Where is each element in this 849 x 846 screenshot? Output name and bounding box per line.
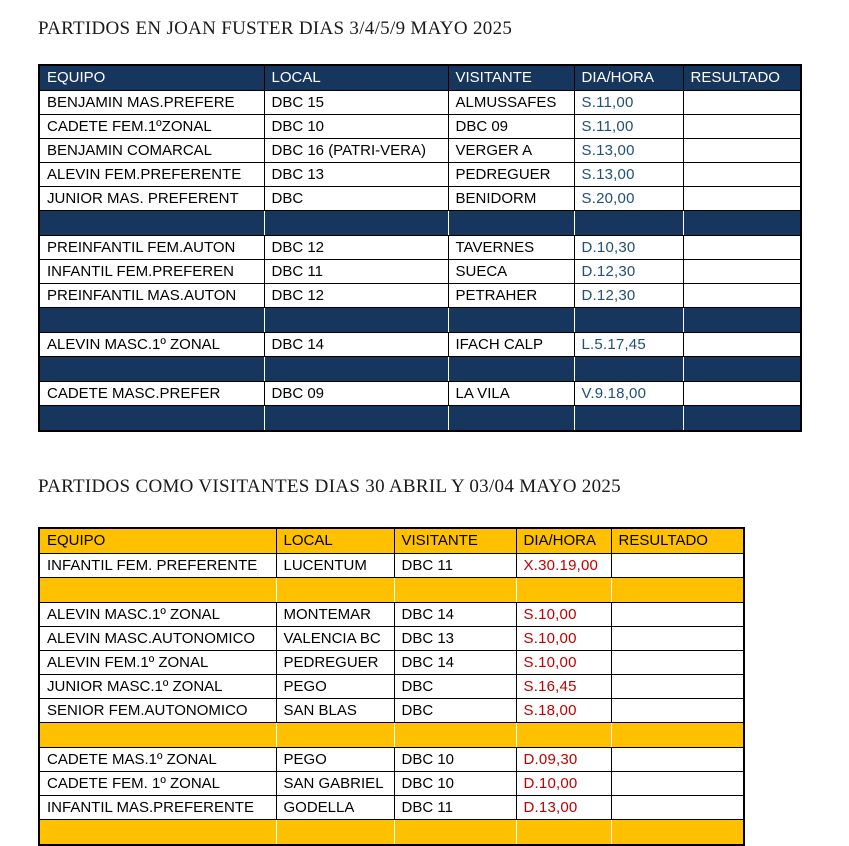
divider-cell bbox=[448, 406, 574, 432]
cell-equipo: CADETE FEM.1ºZONAL bbox=[39, 115, 264, 139]
match-row bbox=[39, 115, 801, 139]
cell-local: DBC 12 bbox=[264, 284, 448, 308]
cell-visitante: SUECA bbox=[448, 260, 574, 284]
cell-visitante: DBC 10 bbox=[394, 748, 516, 772]
cell-local: DBC 16 (PATRI-VERA) bbox=[264, 139, 448, 163]
match-row bbox=[39, 651, 744, 675]
col-header-visitante: VISITANTE bbox=[448, 65, 574, 91]
cell-local: LUCENTUM bbox=[276, 554, 394, 578]
cell-equipo: ALEVIN MASC.1º ZONAL bbox=[39, 333, 264, 357]
divider-cell bbox=[611, 723, 744, 748]
divider-cell bbox=[276, 820, 394, 846]
divider-cell bbox=[394, 578, 516, 603]
match-row bbox=[39, 284, 801, 308]
divider-cell bbox=[574, 357, 683, 382]
cell-dia-hora: D.12,30 bbox=[574, 260, 683, 284]
cell-resultado bbox=[611, 772, 744, 796]
cell-visitante: PETRAHER bbox=[448, 284, 574, 308]
cell-equipo: BENJAMIN COMARCAL bbox=[39, 139, 264, 163]
match-row bbox=[39, 603, 744, 627]
cell-equipo: ALEVIN MASC.1º ZONAL bbox=[39, 603, 276, 627]
home-matches-table-header bbox=[39, 65, 801, 91]
cell-resultado bbox=[683, 260, 801, 284]
cell-visitante: DBC bbox=[394, 699, 516, 723]
divider-cell bbox=[683, 308, 801, 333]
cell-local: DBC 12 bbox=[264, 236, 448, 260]
cell-resultado bbox=[683, 284, 801, 308]
cell-resultado bbox=[683, 333, 801, 357]
header-row bbox=[39, 65, 801, 91]
cell-equipo: JUNIOR MAS. PREFERENT bbox=[39, 187, 264, 211]
cell-local: MONTEMAR bbox=[276, 603, 394, 627]
match-row bbox=[39, 699, 744, 723]
match-row bbox=[39, 554, 744, 578]
match-row bbox=[39, 260, 801, 284]
col-header-dia-hora: DIA/HORA bbox=[516, 528, 611, 554]
cell-visitante: DBC 09 bbox=[448, 115, 574, 139]
cell-dia-hora: S.18,00 bbox=[516, 699, 611, 723]
match-row bbox=[39, 187, 801, 211]
cell-local: SAN GABRIEL bbox=[276, 772, 394, 796]
cell-visitante: DBC 11 bbox=[394, 554, 516, 578]
away-matches-table-header bbox=[39, 528, 744, 554]
divider-cell bbox=[39, 406, 264, 432]
cell-visitante: DBC bbox=[394, 675, 516, 699]
cell-visitante: ALMUSSAFES bbox=[448, 91, 574, 115]
header-row bbox=[39, 528, 744, 554]
col-header-equipo: EQUIPO bbox=[39, 528, 276, 554]
cell-resultado bbox=[683, 382, 801, 406]
divider-row bbox=[39, 211, 801, 236]
cell-equipo: JUNIOR MASC.1º ZONAL bbox=[39, 675, 276, 699]
match-row bbox=[39, 382, 801, 406]
cell-dia-hora: D.10,00 bbox=[516, 772, 611, 796]
cell-local: DBC 10 bbox=[264, 115, 448, 139]
divider-cell bbox=[683, 406, 801, 432]
away-matches-table-body bbox=[39, 554, 744, 846]
cell-dia-hora: V.9.18,00 bbox=[574, 382, 683, 406]
cell-local: VALENCIA BC bbox=[276, 627, 394, 651]
home-matches-table bbox=[38, 64, 802, 432]
divider-cell bbox=[264, 211, 448, 236]
cell-local: DBC 09 bbox=[264, 382, 448, 406]
cell-dia-hora: S.10,00 bbox=[516, 603, 611, 627]
cell-dia-hora: X.30.19,00 bbox=[516, 554, 611, 578]
match-row bbox=[39, 236, 801, 260]
divider-cell bbox=[611, 820, 744, 846]
cell-visitante: LA VILA bbox=[448, 382, 574, 406]
divider-cell bbox=[683, 211, 801, 236]
cell-local: DBC 14 bbox=[264, 333, 448, 357]
cell-local: DBC bbox=[264, 187, 448, 211]
cell-dia-hora: D.10,30 bbox=[574, 236, 683, 260]
cell-dia-hora: S.10,00 bbox=[516, 627, 611, 651]
cell-equipo: ALEVIN FEM.PREFERENTE bbox=[39, 163, 264, 187]
cell-dia-hora: S.10,00 bbox=[516, 651, 611, 675]
cell-equipo: SENIOR FEM.AUTONOMICO bbox=[39, 699, 276, 723]
cell-visitante: VERGER A bbox=[448, 139, 574, 163]
divider-cell bbox=[264, 406, 448, 432]
cell-dia-hora: S.16,45 bbox=[516, 675, 611, 699]
cell-visitante: DBC 11 bbox=[394, 796, 516, 820]
col-header-local: LOCAL bbox=[276, 528, 394, 554]
cell-resultado bbox=[683, 139, 801, 163]
match-row bbox=[39, 163, 801, 187]
divider-cell bbox=[448, 357, 574, 382]
cell-local: DBC 15 bbox=[264, 91, 448, 115]
cell-visitante: DBC 14 bbox=[394, 651, 516, 675]
col-header-dia-hora: DIA/HORA bbox=[574, 65, 683, 91]
cell-resultado bbox=[611, 748, 744, 772]
cell-visitante: IFACH CALP bbox=[448, 333, 574, 357]
cell-dia-hora: S.13,00 bbox=[574, 163, 683, 187]
cell-resultado bbox=[683, 187, 801, 211]
divider-cell bbox=[394, 820, 516, 846]
away-matches-title: PARTIDOS COMO VISITANTES DIAS 30 ABRIL Y 03/04 MAYO 2025 bbox=[38, 476, 621, 497]
col-header-resultado: RESULTADO bbox=[611, 528, 744, 554]
cell-local: GODELLA bbox=[276, 796, 394, 820]
cell-visitante: PEDREGUER bbox=[448, 163, 574, 187]
cell-equipo: BENJAMIN MAS.PREFERE bbox=[39, 91, 264, 115]
divider-cell bbox=[683, 357, 801, 382]
cell-visitante: DBC 13 bbox=[394, 627, 516, 651]
cell-resultado bbox=[611, 651, 744, 675]
divider-row bbox=[39, 357, 801, 382]
cell-resultado bbox=[683, 115, 801, 139]
divider-cell bbox=[574, 308, 683, 333]
home-matches-table-body bbox=[39, 91, 801, 432]
cell-equipo: PREINFANTIL MAS.AUTON bbox=[39, 284, 264, 308]
col-header-local: LOCAL bbox=[264, 65, 448, 91]
cell-resultado bbox=[611, 554, 744, 578]
col-header-resultado: RESULTADO bbox=[683, 65, 801, 91]
cell-equipo: INFANTIL FEM.PREFEREN bbox=[39, 260, 264, 284]
cell-local: PEDREGUER bbox=[276, 651, 394, 675]
cell-resultado bbox=[611, 675, 744, 699]
col-header-equipo: EQUIPO bbox=[39, 65, 264, 91]
cell-equipo: PREINFANTIL FEM.AUTON bbox=[39, 236, 264, 260]
divider-cell bbox=[516, 723, 611, 748]
cell-equipo: ALEVIN FEM.1º ZONAL bbox=[39, 651, 276, 675]
cell-local: PEGO bbox=[276, 675, 394, 699]
cell-resultado bbox=[611, 627, 744, 651]
divider-row bbox=[39, 308, 801, 333]
cell-dia-hora: S.11,00 bbox=[574, 91, 683, 115]
cell-resultado bbox=[683, 236, 801, 260]
cell-resultado bbox=[683, 91, 801, 115]
match-row bbox=[39, 748, 744, 772]
cell-equipo: CADETE FEM. 1º ZONAL bbox=[39, 772, 276, 796]
divider-cell bbox=[276, 723, 394, 748]
divider-row bbox=[39, 406, 801, 432]
divider-cell bbox=[39, 211, 264, 236]
divider-cell bbox=[276, 578, 394, 603]
divider-cell bbox=[39, 308, 264, 333]
divider-cell bbox=[574, 211, 683, 236]
match-row bbox=[39, 333, 801, 357]
cell-equipo: CADETE MAS.1º ZONAL bbox=[39, 748, 276, 772]
divider-cell bbox=[264, 357, 448, 382]
match-row bbox=[39, 627, 744, 651]
divider-row bbox=[39, 723, 744, 748]
cell-dia-hora: S.11,00 bbox=[574, 115, 683, 139]
divider-cell bbox=[611, 578, 744, 603]
home-matches-title: PARTIDOS EN JOAN FUSTER DIAS 3/4/5/9 MAYO 2025 bbox=[38, 18, 513, 39]
match-row bbox=[39, 139, 801, 163]
divider-cell bbox=[516, 578, 611, 603]
divider-cell bbox=[394, 723, 516, 748]
cell-resultado bbox=[611, 796, 744, 820]
cell-resultado bbox=[611, 603, 744, 627]
cell-dia-hora: D.13,00 bbox=[516, 796, 611, 820]
cell-dia-hora: L.5.17,45 bbox=[574, 333, 683, 357]
match-row bbox=[39, 675, 744, 699]
divider-cell bbox=[516, 820, 611, 846]
away-matches-table bbox=[38, 527, 745, 846]
divider-cell bbox=[448, 211, 574, 236]
match-row bbox=[39, 772, 744, 796]
match-row bbox=[39, 796, 744, 820]
cell-dia-hora: S.13,00 bbox=[574, 139, 683, 163]
cell-visitante: BENIDORM bbox=[448, 187, 574, 211]
divider-row bbox=[39, 820, 744, 846]
divider-cell bbox=[574, 406, 683, 432]
divider-cell bbox=[39, 723, 276, 748]
cell-visitante: DBC 10 bbox=[394, 772, 516, 796]
cell-equipo: INFANTIL FEM. PREFERENTE bbox=[39, 554, 276, 578]
cell-local: SAN BLAS bbox=[276, 699, 394, 723]
divider-cell bbox=[39, 578, 276, 603]
cell-visitante: TAVERNES bbox=[448, 236, 574, 260]
cell-equipo: ALEVIN MASC.AUTONOMICO bbox=[39, 627, 276, 651]
cell-equipo: CADETE MASC.PREFER bbox=[39, 382, 264, 406]
cell-resultado bbox=[611, 699, 744, 723]
divider-cell bbox=[39, 820, 276, 846]
cell-visitante: DBC 14 bbox=[394, 603, 516, 627]
match-row bbox=[39, 91, 801, 115]
cell-equipo: INFANTIL MAS.PREFERENTE bbox=[39, 796, 276, 820]
divider-cell bbox=[264, 308, 448, 333]
cell-resultado bbox=[683, 163, 801, 187]
cell-local: DBC 11 bbox=[264, 260, 448, 284]
cell-local: PEGO bbox=[276, 748, 394, 772]
col-header-visitante: VISITANTE bbox=[394, 528, 516, 554]
cell-dia-hora: D.09,30 bbox=[516, 748, 611, 772]
divider-cell bbox=[39, 357, 264, 382]
cell-local: DBC 13 bbox=[264, 163, 448, 187]
divider-row bbox=[39, 578, 744, 603]
cell-dia-hora: S.20,00 bbox=[574, 187, 683, 211]
cell-dia-hora: D.12,30 bbox=[574, 284, 683, 308]
divider-cell bbox=[448, 308, 574, 333]
